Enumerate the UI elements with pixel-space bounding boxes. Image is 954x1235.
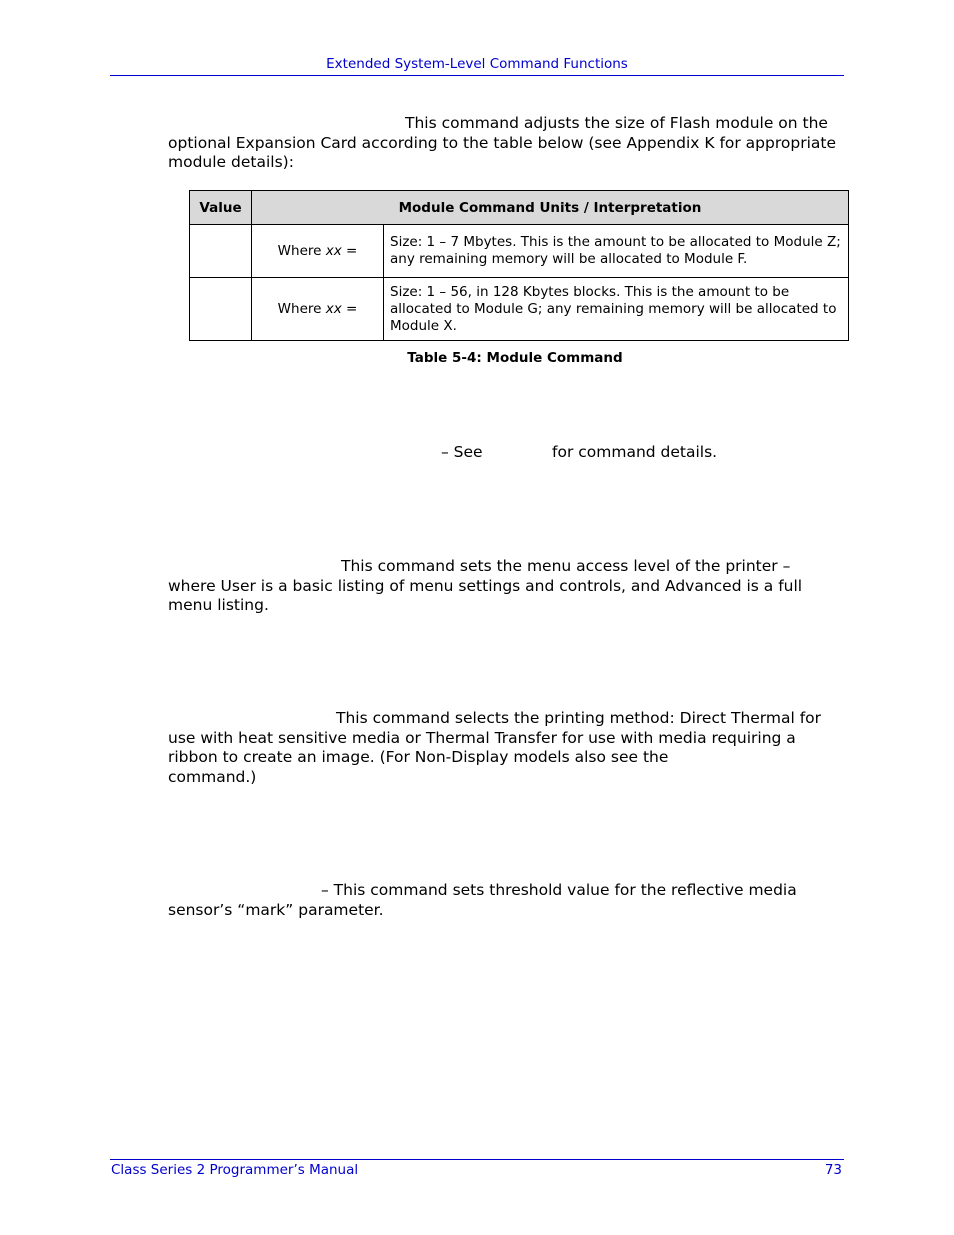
print-method-line4: command.) [168, 767, 257, 786]
row-where [252, 225, 384, 278]
menu-mode-rest: where User is a basic listing of menu settings and controls, and Advanced is a full menu listing. [168, 576, 803, 614]
table-row [190, 225, 849, 278]
header-rule [110, 75, 844, 76]
running-header: Extended System-Level Command Functions [326, 56, 628, 72]
reflective-lead: – This command sets threshold value for the reflective media [321, 881, 797, 899]
menu-mode-paragraph [168, 557, 844, 616]
table-row [190, 278, 849, 341]
menu-mode-lead: This command sets the menu access level of the printer – [341, 557, 791, 575]
module-intro-rest: optional Expansion Card according to the table below (see Appendix K for appropriate module details): [168, 133, 836, 171]
print-method-line2: use with heat sensitive media or Thermal Transfer for use with media requiring a [168, 728, 796, 747]
print-method-paragraph [168, 709, 844, 787]
reflective-paragraph [168, 881, 844, 920]
module-intro [168, 114, 844, 173]
module-command-table [189, 190, 849, 341]
where-equals: = [341, 243, 358, 259]
where-variable: xx [325, 243, 342, 259]
see-reference-tail: for command details. [552, 443, 718, 461]
table-caption: Table 5-4: Module Command [407, 350, 623, 366]
where-variable: xx [325, 301, 342, 317]
col-header-interpretation: Module Command Units / Interpretation [252, 191, 849, 225]
footer-manual-title: Class Series 2 Programmer’s Manual [111, 1162, 359, 1178]
reflective-rest: sensor’s “mark” parameter. [168, 900, 384, 919]
print-method-line3: ribbon to create an image. (For Non-Display models also see the [168, 748, 669, 766]
col-header-value: Value [190, 191, 252, 225]
row-description: Size: 1 – 7 Mbytes. This is the amount to be allocated to Module Z; any remaining memory will be allocated to Module F. [384, 225, 849, 278]
module-intro-lead: This command adjusts the size of Flash module on the [405, 114, 828, 132]
where-label: Where [277, 243, 326, 259]
where-label: Where [277, 301, 326, 317]
where-equals: = [341, 301, 358, 317]
row-description: Size: 1 – 56, in 128 Kbytes blocks. This is the amount to be allocated to Module G; any remaining memory will be allocated to Module X. [384, 278, 849, 341]
see-reference: – See [441, 443, 483, 461]
row-where [252, 278, 384, 341]
page-number: 73 [824, 1162, 842, 1178]
row-value [190, 225, 252, 278]
print-method-lead: This command selects the printing method: Direct Thermal for [336, 709, 822, 727]
table-header-row [190, 191, 849, 225]
row-value [190, 278, 252, 341]
footer-rule [110, 1159, 844, 1160]
